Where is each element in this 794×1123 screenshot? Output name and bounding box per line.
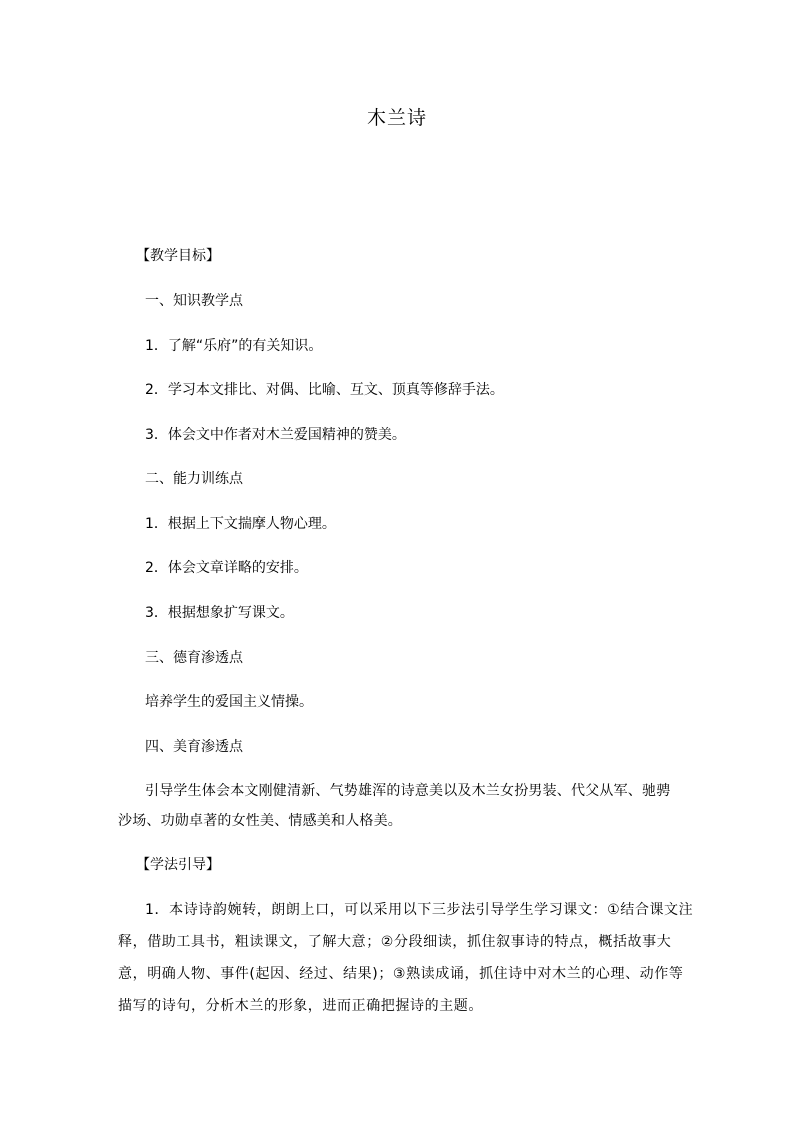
aesthetic-text: 引导学生体会本文刚健清新、气势雄浑的诗意美以及木兰女扮男装、代父从军、驰骋沙场、功勋卓著的女性美、情感美和人格美。 [118, 783, 671, 829]
knowledge-heading: 一、知识教学点 [145, 293, 243, 309]
knowledge-item-3: 3．体会文中作者对木兰爱国精神的赞美。 [145, 427, 406, 443]
ability-item-2: 2．体会文章详略的安排。 [145, 560, 308, 576]
document-title: 木兰诗 [366, 107, 427, 129]
moral-text: 培养学生的爱国主义情操。 [145, 694, 313, 710]
knowledge-item-2: 2．学习本文排比、对偶、比喻、互文、顶真等修辞手法。 [145, 382, 504, 398]
teaching-goals-heading: 【教学目标】 [136, 248, 220, 264]
ability-item-3: 3．根据想象扩写课文。 [145, 605, 294, 621]
method-text: 1．本诗诗韵婉转，朗朗上口，可以采用以下三步法引导学生学习课文：①结合课文注释，借助工具书，粗读课文，了解大意；②分段细读，抓住叙事诗的特点，概括故事大意，明确人物、事件(起因、经过、结果)；③熟读成诵，抓住诗中对木兰的心理、动作等描写的诗句，分析木兰的形象，进而正确把握诗的主题。 [118, 902, 694, 1014]
aesthetic-heading: 四、美育渗透点 [145, 739, 243, 755]
ability-heading: 二、能力训练点 [145, 471, 243, 487]
method-heading: 【学法引导】 [136, 857, 220, 873]
ability-item-1: 1．根据上下文揣摩人物心理。 [145, 516, 336, 532]
moral-heading: 三、德育渗透点 [145, 650, 243, 666]
knowledge-item-1: 1．了解“乐府”的有关知识。 [145, 338, 323, 354]
